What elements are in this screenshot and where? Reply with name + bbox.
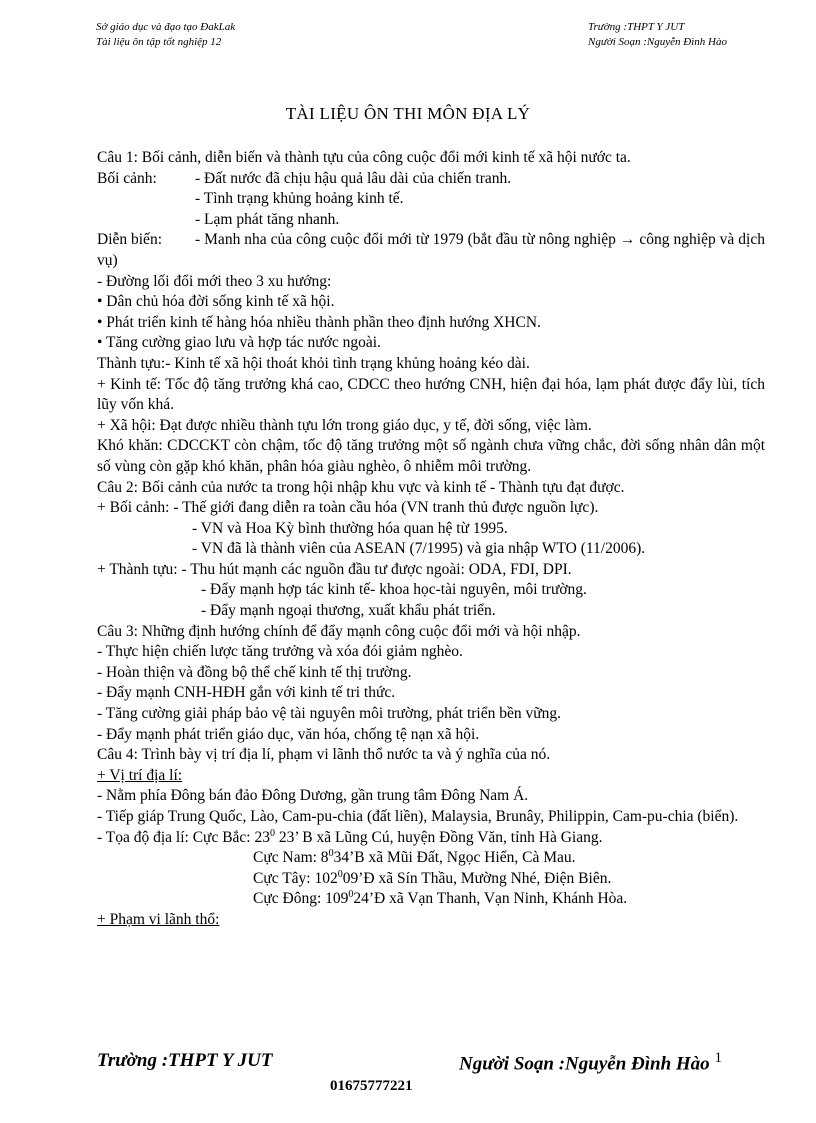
coordinates-west (97, 869, 765, 890)
progress-item: - Manh nha của công cuộc đổi mới từ 1979 (bắt đầu từ nông nghiệp → công nghiệp và dịch vụ) (97, 231, 765, 269)
degree-sup: 0 (269, 827, 275, 839)
coordinates-north (97, 828, 765, 849)
header-right (588, 20, 727, 50)
context-item: - Lạm phát tăng nhanh. (195, 210, 340, 228)
question-2: Câu 2: Bối cảnh của nước ta trong hội nhập khu vực và kinh tế - Thành tựu đạt được. (97, 478, 625, 496)
degree-sup: 0 (348, 889, 354, 901)
header-department: Sở giáo dục và đạo tạo ĐakLak (96, 21, 236, 33)
difficulties-paragraph: Khó khăn: CDCCKT còn chậm, tốc độ tăng trưởng một số ngành chưa vững chắc, đời sống nhân dân một số vùng còn gặp khó khăn, phân hóa giàu nghèo, ô nhiễm môi trường. (97, 437, 765, 475)
footer-phone: 01675777221 (330, 1078, 413, 1094)
location-heading: + Vị trí địa lí: (97, 766, 183, 784)
coordinates-east (97, 889, 765, 910)
question-3: Câu 3: Những định hướng chính để đẩy mạnh công cuộc đổi mới và hội nhập. (97, 622, 581, 640)
coord-label: Cực Tây: 102 (253, 869, 338, 887)
coord-text: 09’Đ xã Sín Thầu, Mường Nhé, Điện Biên. (342, 869, 612, 887)
q2-achievement-item: + Thành tựu: - Thu hút mạnh các nguồn đầu tư được ngoài: ODA, FDI, DPI. (97, 560, 572, 578)
context-label: Bối cảnh: (97, 169, 157, 187)
location-item: - Nằm phía Đông bán đảo Đông Dương, gần trung tâm Đông Nam Á. (97, 787, 529, 805)
degree-sup: 0 (328, 848, 334, 860)
header-left (96, 20, 235, 50)
q3-item: - Đẩy mạnh phát triển giáo dục, văn hóa, chống tệ nạn xã hội. (97, 725, 480, 743)
progress-line-1 (97, 230, 765, 271)
page-title: TÀI LIỆU ÔN THI MÔN ĐỊA LÝ (285, 104, 531, 123)
header-doc-type: Tài liệu ôn tập tốt nghiệp 12 (96, 36, 222, 48)
coord-label: - Tọa độ địa lí: Cực Bắc: 23 (97, 828, 270, 846)
q2-context-item: + Bối cảnh: - Thế giới đang diễn ra toàn cầu hóa (VN tranh thủ được nguồn lực). (97, 499, 599, 517)
context-item: - Đất nước đã chịu hậu quả lâu dài của chiến tranh. (195, 169, 512, 187)
q3-item: - Thực hiện chiến lược tăng trưởng và xóa đói giảm nghèo. (97, 643, 463, 661)
question-1: Câu 1: Bối cảnh, diễn biến và thành tựu của công cuộc đổi mới kinh tế xã hội nước ta. (97, 149, 631, 166)
bullet-item: • Phát triển kinh tế hàng hóa nhiều thành phần theo định hướng XHCN. (97, 313, 541, 331)
coord-label: Cực Nam: 8 (253, 849, 329, 867)
society-achievement: + Xã hội: Đạt được nhiều thành tựu lớn trong giáo dục, y tế, đời sống, việc làm. (97, 416, 592, 434)
achievement-line: Thành tựu:- Kinh tế xã hội thoát khỏi tình trạng khủng hoảng kéo dài. (97, 354, 530, 372)
bullet-item: • Dân chủ hóa đời sống kinh tế xã hội. (97, 293, 335, 311)
economy-achievement: + Kinh tế: Tốc độ tăng trưởng khá cao, CDCC theo hướng CNH, hiện đại hóa, lạm phát được đẩy lùi, tích lũy vốn khá. (97, 375, 765, 414)
footer-author: Người Soạn :Nguyễn Đình Hào (459, 1053, 710, 1075)
document-body (97, 148, 765, 931)
context-item: - Tình trạng khủng hoảng kinh tế. (195, 190, 404, 208)
coord-text: 23’ B xã Lũng Cú, huyện Đồng Văn, tỉnh Hà Giang. (274, 828, 603, 846)
q2-context-item: - VN đã là thành viên của ASEAN (7/1995) và gia nhập WTO (11/2006). (192, 540, 646, 558)
q3-item: - Hoàn thiện và đồng bộ thể chế kinh tế thị trường. (97, 663, 412, 681)
territory-heading: + Phạm vi lãnh thổ: (97, 910, 220, 928)
question-4: Câu 4: Trình bày vị trí địa lí, phạm vi lãnh thổ nước ta và ý nghĩa của nó. (97, 746, 551, 764)
header-author: Người Soạn :Nguyễn Đình Hào (588, 36, 727, 48)
coordinates-south (97, 848, 765, 869)
q2-achievement-item: - Đẩy mạnh ngoại thương, xuất khẩu phát triển. (201, 602, 496, 620)
q3-item: - Tăng cường giải pháp bảo vệ tài nguyên môi trường, phát triển bền vững. (97, 705, 562, 723)
coord-label: Cực Đông: 109 (253, 890, 349, 908)
location-item: - Tiếp giáp Trung Quốc, Lào, Cam-pu-chia (đất liền), Malaysia, Brunây, Philippin, Cam-pu-chia (biển). (97, 808, 739, 825)
q3-item: - Đẩy mạnh CNH-HĐH gắn với kinh tế tri thức. (97, 684, 396, 702)
context-line-1 (97, 169, 765, 190)
q2-achievement-item: - Đẩy mạnh hợp tác kinh tế- khoa học-tài nguyên, môi trường. (201, 581, 587, 599)
coord-text: 24’Đ xã Vạn Thanh, Vạn Ninh, Khánh Hòa. (353, 890, 628, 908)
bullet-item: • Tăng cường giao lưu và hợp tác nước ngoài. (97, 334, 381, 352)
progress-label: Diễn biến: (97, 231, 162, 249)
header-school: Trường :THPT Y JUT (588, 21, 685, 33)
q2-context-item: - VN và Hoa Kỳ bình thường hóa quan hệ từ 1995. (192, 519, 508, 537)
coord-text: 34’B xã Mũi Đất, Ngọc Hiển, Cà Mau. (333, 849, 576, 867)
page-number: 1 (714, 1050, 722, 1066)
footer-school: Trường :THPT Y JUT (97, 1050, 273, 1071)
progress-item: - Đường lối đổi mới theo 3 xu hướng: (97, 272, 332, 290)
footer-author-block (459, 1050, 722, 1075)
degree-sup: 0 (337, 868, 343, 880)
